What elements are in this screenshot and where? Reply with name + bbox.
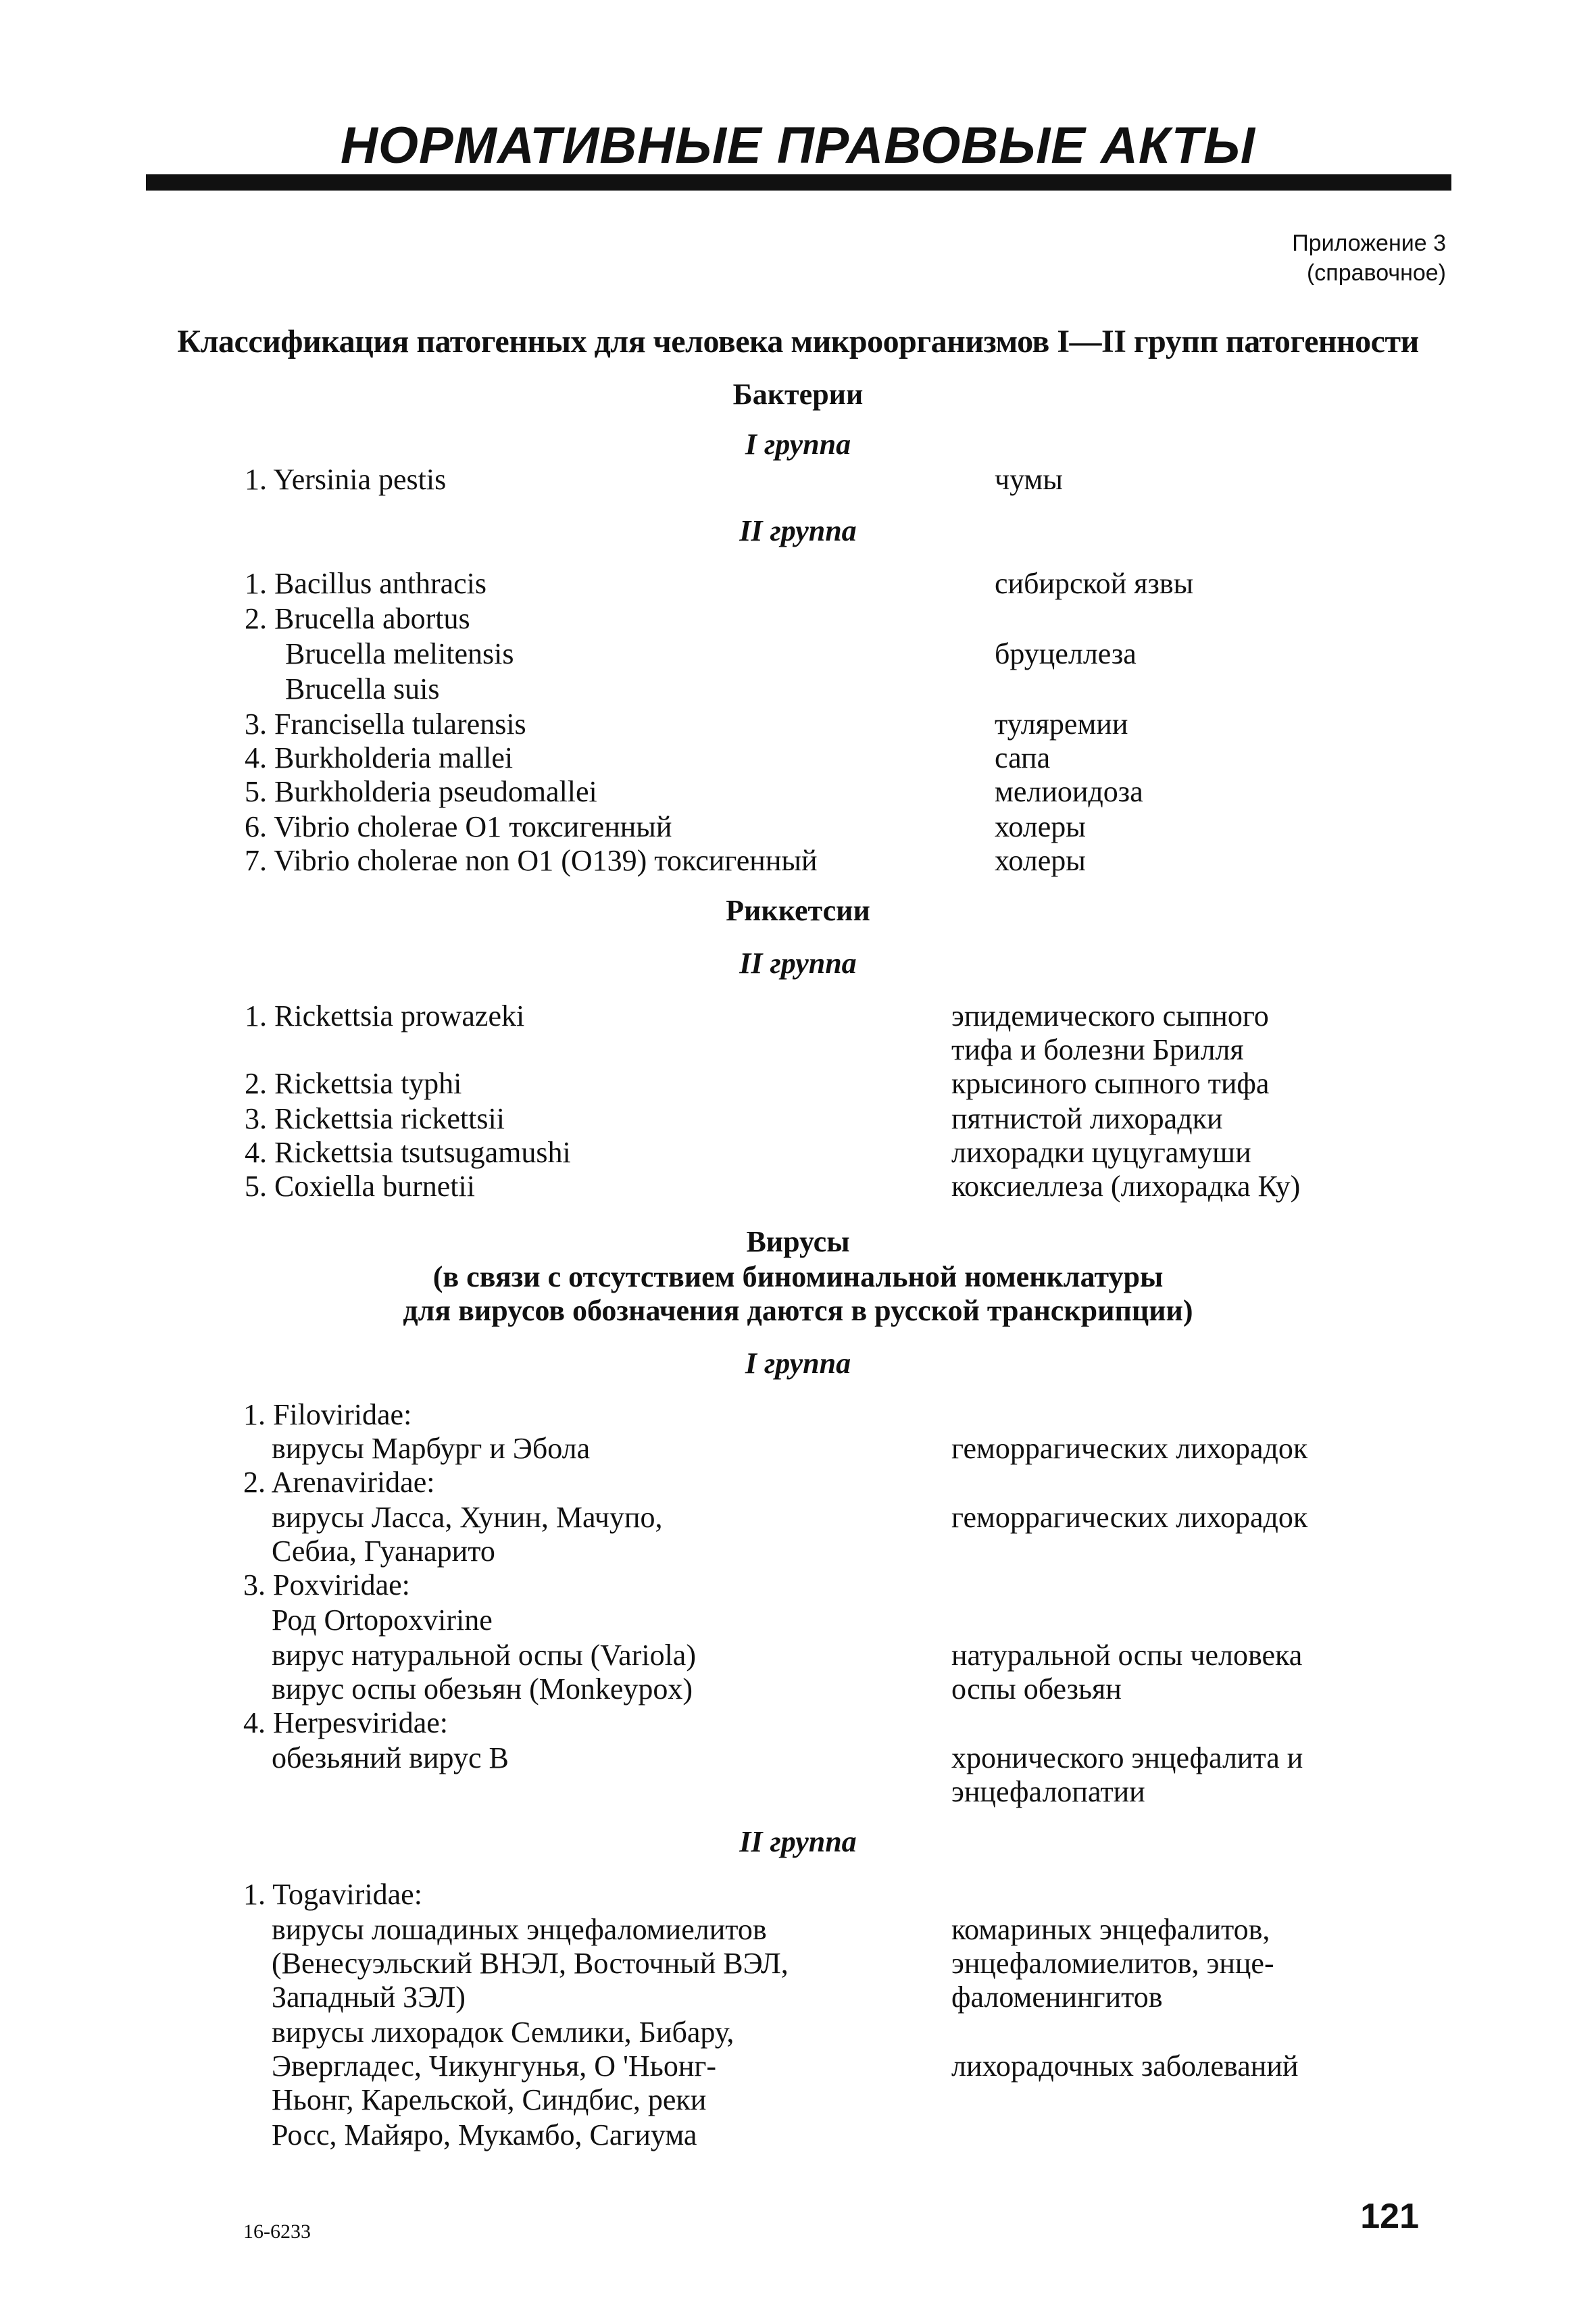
bacteria-disease: сапа <box>995 741 1051 774</box>
rickettsia-heading: Риккетсии <box>726 894 870 927</box>
virus-name: 4. Herpesviridae: <box>243 1706 448 1739</box>
bacteria-group1-label: I группа <box>745 428 851 461</box>
rickettsia-name: 2. Rickettsia typhi <box>245 1067 462 1100</box>
bacteria-name: 2. Brucella abortus <box>245 602 470 635</box>
bacteria-disease: чумы <box>995 463 1063 496</box>
virus-name: Себиа, Гуанарито <box>272 1535 495 1568</box>
bacteria-disease: туляремии <box>995 707 1128 741</box>
appendix-label <box>1292 228 1446 288</box>
viruses-group2-label: II группа <box>739 1825 857 1858</box>
document-title: Классификация патогенных для человека микроорганизмов I—II групп патогенности <box>177 324 1419 359</box>
virus-name: Росс, Майяро, Мукамбо, Сагиума <box>272 2118 697 2151</box>
rickettsia-disease: лихорадки цуцугамуши <box>951 1136 1251 1169</box>
virus-name: 1. Filoviridae: <box>243 1398 412 1431</box>
virus-name: обезьяний вирус B <box>272 1741 509 1774</box>
virus-name: Западный ЗЭЛ) <box>272 1981 466 2014</box>
virus-disease: натуральной оспы человека <box>951 1639 1303 1672</box>
rickettsia-disease: тифа и болезни Брилля <box>951 1033 1244 1066</box>
appendix-type: (справочное) <box>1306 260 1446 286</box>
viruses-note-line1: (в связи с отсутствием биноминальной номенклатуры <box>432 1260 1164 1293</box>
bacteria-name: 1. Yersinia pestis <box>245 463 447 496</box>
rickettsia-disease: эпидемического сыпного <box>951 999 1269 1032</box>
virus-name: вирус натуральной оспы (Variola) <box>272 1639 696 1672</box>
virus-name: Ньонг, Карельской, Синдбис, реки <box>272 2083 707 2116</box>
virus-name: 3. Poxviridae: <box>243 1568 410 1601</box>
rickettsia-name: 1. Rickettsia prowazeki <box>245 999 525 1032</box>
bacteria-disease: холеры <box>995 810 1086 843</box>
virus-disease: фаломенингитов <box>951 1981 1163 2014</box>
virus-name: Род Ortopoxvirine <box>272 1603 493 1637</box>
virus-disease: геморрагических лихорадок <box>951 1432 1308 1465</box>
viruses-group1-label: I группа <box>745 1347 851 1380</box>
virus-disease: энцефаломиелитов, энце- <box>951 1947 1274 1980</box>
rickettsia-name: 3. Rickettsia rickettsii <box>245 1102 505 1135</box>
section-header-title: НОРМАТИВНЫЕ ПРАВОВЫЕ АКТЫ <box>340 117 1256 174</box>
virus-disease: лихорадочных заболеваний <box>951 2049 1299 2083</box>
bacteria-name: Brucella suis <box>285 672 440 705</box>
bacteria-name: 3. Francisella tularensis <box>245 707 526 741</box>
bacteria-name: Brucella melitensis <box>285 637 514 670</box>
rickettsia-disease: коксиеллеза (лихорадка Ку) <box>951 1170 1301 1203</box>
rickettsia-disease: пятнистой лихорадки <box>951 1102 1223 1135</box>
bacteria-name: 5. Burkholderia pseudomallei <box>245 775 597 808</box>
virus-name: (Венесуэльский ВНЭЛ, Восточный ВЭЛ, <box>272 1947 789 1980</box>
rickettsia-name: 4. Rickettsia tsutsugamushi <box>245 1136 571 1169</box>
rickettsia-disease: крысиного сыпного тифа <box>951 1067 1270 1100</box>
bacteria-name: 6. Vibrio cholerae O1 токсигенный <box>245 810 672 843</box>
bacteria-group2-label: II группа <box>739 514 857 547</box>
virus-name: вирус оспы обезьян (Monkeypox) <box>272 1672 693 1706</box>
virus-name: вирусы Ласса, Хунин, Мачупо, <box>272 1501 663 1534</box>
rickettsia-group2-label: II группа <box>739 947 857 980</box>
virus-disease: хронического энцефалита и <box>951 1741 1303 1774</box>
virus-name: вирусы Марбург и Эбола <box>272 1432 591 1465</box>
bacteria-disease: бруцеллеза <box>995 637 1137 670</box>
rickettsia-name: 5. Coxiella burnetii <box>245 1170 475 1203</box>
virus-name: вирусы лихорадок Семлики, Бибару, <box>272 2016 734 2049</box>
viruses-note-line2: для вирусов обозначения даются в русской транскрипции) <box>403 1294 1193 1327</box>
bacteria-disease: мелиоидоза <box>995 775 1143 808</box>
page-number: 121 <box>1360 2197 1419 2236</box>
print-code: 16-6233 <box>243 2220 311 2243</box>
virus-disease: геморрагических лихорадок <box>951 1501 1308 1534</box>
header-rule <box>146 174 1451 191</box>
virus-disease: энцефалопатии <box>951 1775 1145 1808</box>
virus-name: 1. Togaviridae: <box>243 1878 422 1911</box>
bacteria-heading: Бактерии <box>732 378 864 411</box>
bacteria-disease: сибирской язвы <box>995 567 1194 600</box>
virus-disease: оспы обезьян <box>951 1672 1122 1706</box>
virus-disease: комариных энцефалитов, <box>951 1913 1270 1946</box>
virus-name: Эвергладес, Чикунгунья, О 'Ньонг- <box>272 2049 717 2083</box>
viruses-heading: Вирусы <box>746 1225 850 1258</box>
bacteria-name: 1. Bacillus anthracis <box>245 567 487 600</box>
appendix-number: Приложение 3 <box>1292 230 1446 256</box>
virus-name: 2. Arenaviridae: <box>243 1466 435 1499</box>
bacteria-disease: холеры <box>995 844 1086 877</box>
bacteria-name: 4. Burkholderia mallei <box>245 741 514 774</box>
bacteria-name: 7. Vibrio cholerae non O1 (O139) токсигенный <box>245 844 818 877</box>
virus-name: вирусы лошадиных энцефаломиелитов <box>272 1913 767 1946</box>
